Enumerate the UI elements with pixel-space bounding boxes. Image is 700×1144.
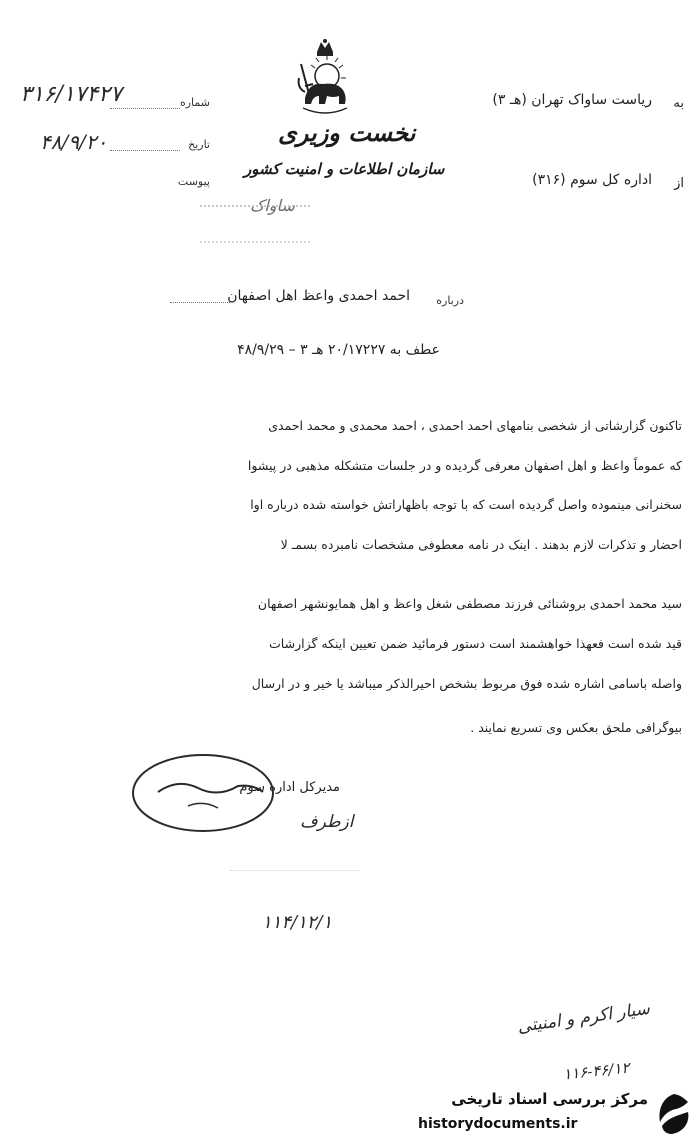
subject-dotted-line (170, 302, 230, 303)
body-line: سخنرانی مینموده واصل گردیده است که با توجه باظهاراتش خواسته شده درباره اوا (250, 497, 682, 512)
date-field-label: تاریخ (188, 138, 210, 151)
date-field-line (110, 150, 180, 151)
sender: اداره کل سوم (۳۱۶) (532, 172, 652, 188)
reference: عطف به ۲۰/۱۷۲۲۷ هـ ۳ – ۴۸/۹/۲۹ (237, 342, 440, 358)
watermark (410, 1088, 696, 1140)
handwritten-note: ساواک (250, 196, 295, 215)
recipient: ریاست ساواک تهران (هـ ۳) (492, 92, 652, 108)
faint-marks (230, 870, 360, 895)
handwritten-number: ۳۱۶/۱۷۴۲۷ (20, 82, 122, 107)
subject-label: درباره (436, 294, 464, 307)
watermark-url: historydocuments.ir (418, 1116, 578, 1132)
faint-stamp (200, 205, 310, 243)
handwritten-date: ۴۸/۹/۲۰ (40, 130, 108, 154)
watermark-title: مرکز بررسی اسناد تاریخی (451, 1090, 648, 1108)
number-field-label: شماره (179, 96, 210, 109)
handwritten-annotation: ۱۱۴/۱۲/۱ (262, 912, 333, 933)
lion-and-sun-emblem-icon (293, 38, 357, 118)
body-line: سید محمد احمدی بروشنائی فرزند مصطفی شغل واعظ و اهل همایونشهر اصفهان (257, 596, 682, 611)
recipient-prefix: به (673, 96, 684, 111)
bottom-handwritten-number: ۱۱۶-۴۶/۱۲ (562, 1058, 631, 1084)
number-field-line (110, 108, 180, 109)
signature-title: مدیرکل اداره سوم (239, 780, 340, 795)
signature-stamp-oval-icon (128, 748, 278, 838)
watermark-logo-icon (654, 1092, 694, 1136)
body-line: احضار و تذکرات لازم بدهند . اینک در نامه معطوفی مشخصات نامبرده بسمـ لا (280, 537, 682, 552)
sender-prefix: از (674, 176, 684, 191)
signature-signed-by: ازطرف (300, 812, 354, 832)
attachment-field-label: پیوست (177, 175, 210, 188)
ministry-name: نخست وزیری (278, 118, 416, 147)
body-line: واصله باسامی اشاره شده فوق مربوط بشخص احیرالذکر میباشد یا خیر و در ارسال (251, 676, 682, 691)
body-line: بیوگرافی ملحق بعکس وی تسریع نمایند . (470, 720, 682, 735)
bottom-handwritten-note: سیار اکرم و امنیتی (515, 998, 651, 1038)
body-line: قید شده است فعهذا خواهشمند است دستور فرمائید ضمن تعیین اینکه گزارشات (269, 636, 682, 651)
body-line: تاکنون گزارشاتی از شخصی بنامهای احمد احمدی ، احمد محمدی و محمد احمدی (268, 418, 682, 433)
subject-text: احمد احمدی واعظ اهل اصفهان (227, 288, 410, 304)
body-line: که عموماً واعظ و اهل اصفهان معرفی گردیده و در جلسات متشکله مذهبی در پیشوا (247, 458, 682, 473)
organization-name: سازمان اطلاعات و امنیت کشور (244, 160, 445, 178)
